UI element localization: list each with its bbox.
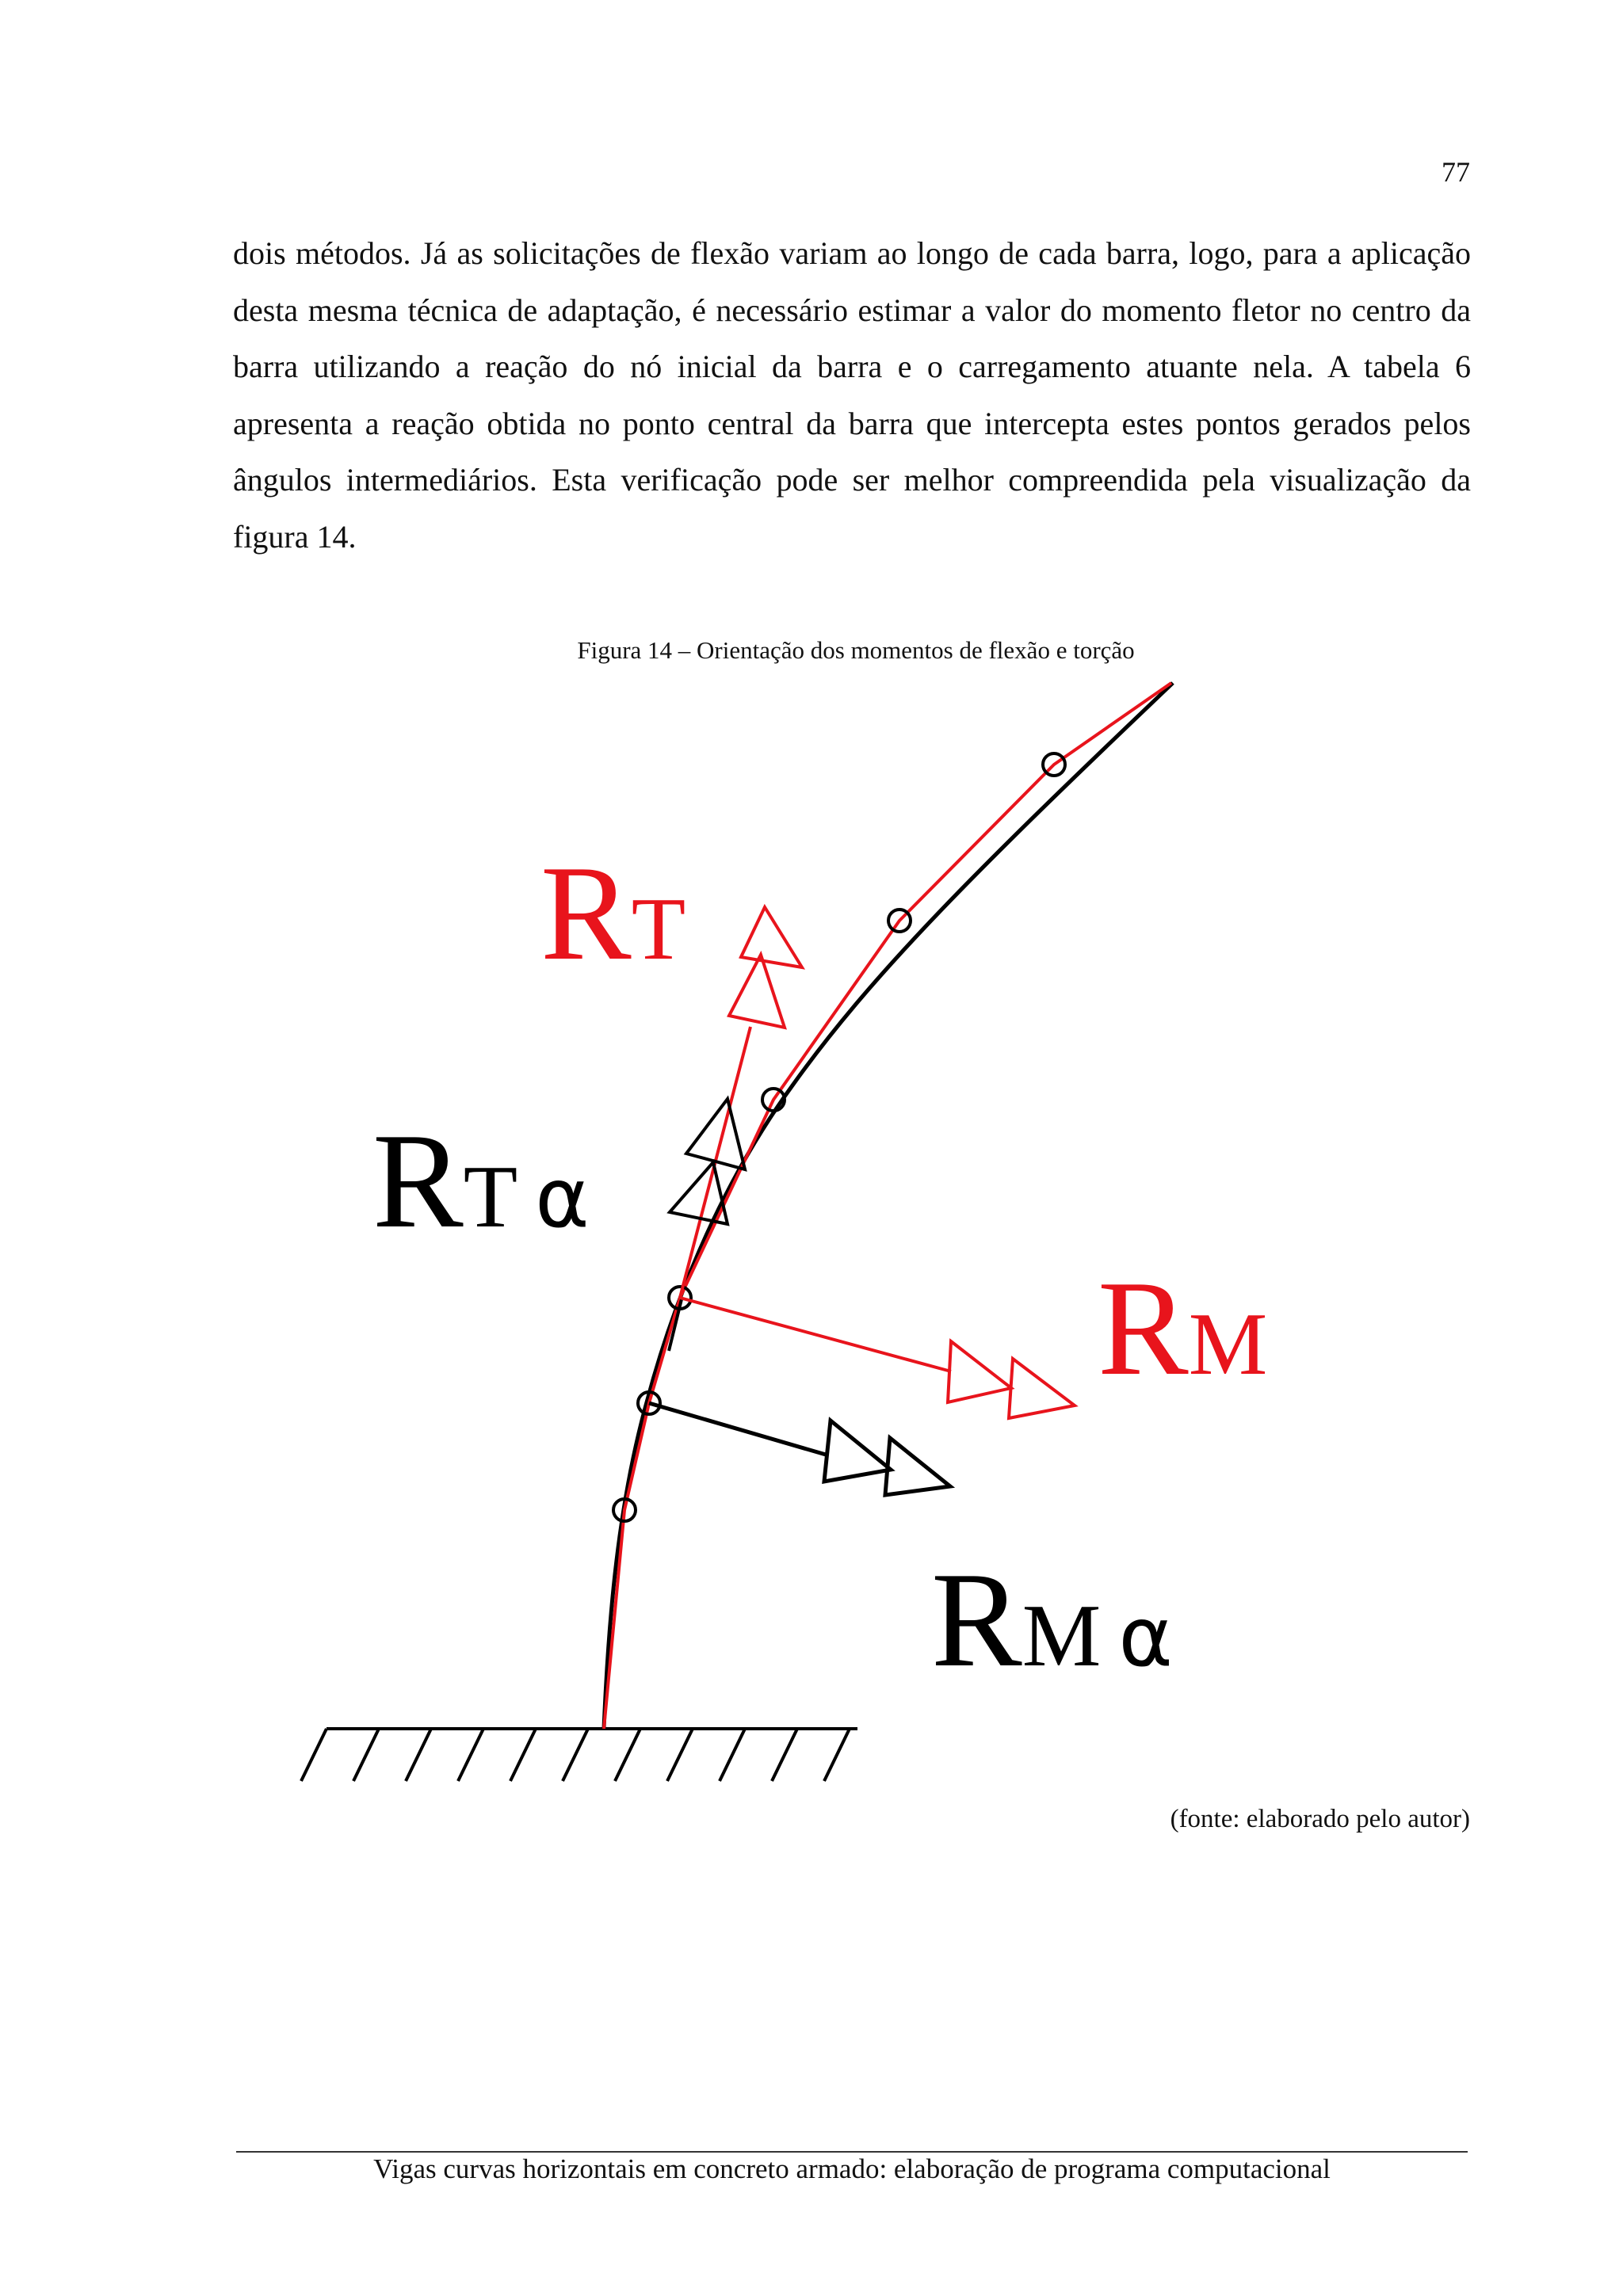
beam-nodes [613,753,1065,1521]
rm-vector [680,1298,1075,1418]
label-rm: RM [1098,1253,1268,1404]
figure-source: (fonte: elaborado pelo autor) [1170,1805,1470,1833]
rm-alpha-vector [649,1403,950,1495]
figure-caption: Figura 14 – Orientação dos momentos de flexão e torção [577,636,1135,664]
page-number: 77 [1442,156,1470,188]
curved-beam-exact [604,683,1173,1729]
ground-support [301,1729,857,1781]
label-rm-alpha: RM α [931,1545,1173,1695]
footer-rule [236,2151,1468,2153]
footer-text: Vigas curvas horizontais em concreto armado: elaboração de programa computacional [373,2153,1331,2184]
label-rt-alpha: RT α [372,1106,590,1257]
curved-beam-polygonal [604,683,1171,1729]
label-rt: RT [540,838,686,989]
body-paragraph: dois métodos. Já as solicitações de flexão variam ao longo de cada barra, logo, para a aplicação desta mesma técnica de adaptação, é necessário estimar a valor do momento fletor no centro da barra utilizando a reação do nó inicial da barra e o carregamento atuante nela. A tabela 6 apresenta a reação obtida no ponto central da barra que intercepta estes pontos gerados pelos ângulos intermediários. Esta verificação pode ser melhor compreendida pela visualização da figura 14. [233,235,1471,555]
